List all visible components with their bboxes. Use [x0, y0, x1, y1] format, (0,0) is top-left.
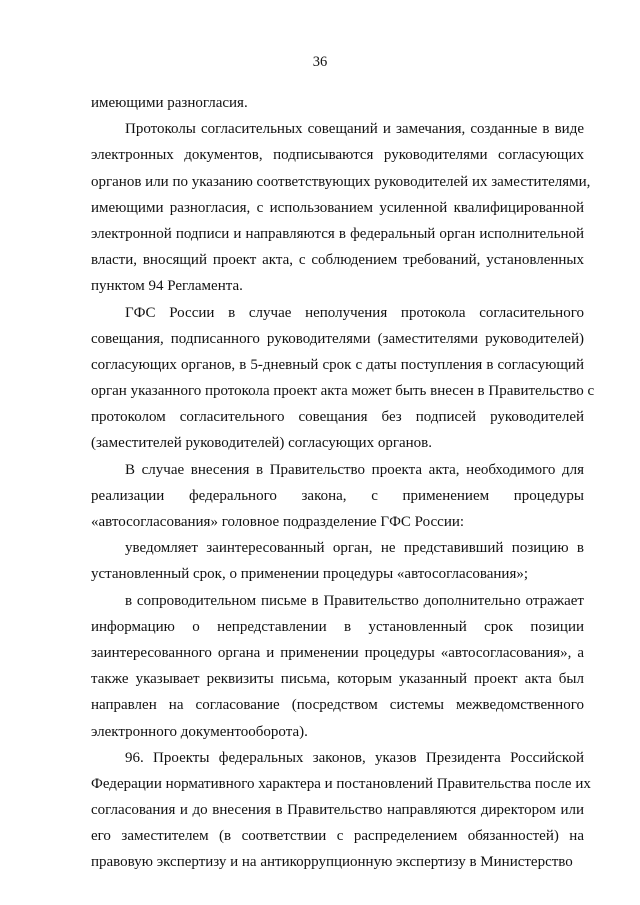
text-line: электронных документов, подписываются руководителями согласующих — [91, 147, 584, 164]
text-line: правовую экспертизу и на антикоррупционную экспертизу в Министерство — [91, 854, 573, 871]
text-line: «автосогласования» головное подразделение ГФС России: — [91, 514, 465, 530]
paragraph — [91, 535, 584, 587]
document-body — [91, 90, 595, 876]
page-number: 36 — [312, 54, 328, 70]
text-line: В случае внесения в Правительство проекта акта, необходимого для — [125, 461, 584, 478]
text-line: ГФС России в случае неполучения протокола согласительного — [125, 304, 584, 321]
text-line: Федерации нормативного характера и постановлений Правительства после их — [91, 775, 591, 792]
text-line: его заместителем (в соответствии с распределением обязанностей) на — [91, 828, 584, 845]
text-line: реализации федерального закона, с применением процедуры — [91, 487, 584, 504]
text-line: заинтересованного органа и применении процедуры «автосогласования», а — [91, 644, 584, 661]
paragraph — [91, 745, 591, 876]
text-line: электронной подписи и направляются в федеральный орган исполнительной — [91, 225, 584, 242]
text-line: орган указанного протокола проект акта может быть внесен в Правительство с — [91, 383, 595, 400]
paragraph — [91, 90, 584, 116]
text-line: согласования и до внесения в Правительство направляются директором или — [91, 802, 584, 819]
text-line: также указывает реквизиты письма, которым указанный проект акта был — [91, 671, 584, 688]
paragraph — [91, 300, 595, 457]
text-line: Протоколы согласительных совещаний и замечания, созданные в виде — [125, 121, 584, 138]
paragraph — [91, 588, 584, 745]
text-line: пунктом 94 Регламента. — [91, 278, 243, 295]
text-line: протоколом согласительного совещания без подписей руководителей — [91, 409, 584, 426]
text-line: органов или по указанию соответствующих руководителей их заместителями, — [91, 173, 591, 190]
text-line: имеющими разногласия, с использованием усиленной квалифицированной — [91, 199, 584, 216]
text-line: информацию о непредставлении в установленный срок позиции — [91, 618, 584, 635]
text-line: имеющими разногласия. — [91, 95, 248, 111]
text-line: направлен на согласование (посредством системы межведомственного — [91, 697, 584, 714]
text-line: электронного документооборота). — [91, 723, 308, 740]
text-line: совещания, подписанного руководителями (заместителями руководителей) — [91, 330, 584, 347]
text-line: власти, вносящий проект акта, с соблюдением требований, установленных — [91, 252, 584, 269]
text-line: (заместителей руководителей) согласующих органов. — [91, 435, 432, 452]
text-line: 96. Проекты федеральных законов, указов Президента Российской — [125, 749, 584, 766]
text-line: уведомляет заинтересованный орган, не представивший позицию в — [125, 540, 584, 557]
paragraph — [91, 457, 584, 536]
text-line: установленный срок, о применении процедуры «автосогласования»; — [91, 566, 529, 583]
paragraph — [91, 116, 591, 299]
text-line: в сопроводительном письме в Правительство дополнительно отражает — [125, 592, 584, 609]
text-line: согласующих органов, в 5-дневный срок с даты поступления в согласующий — [91, 356, 584, 373]
